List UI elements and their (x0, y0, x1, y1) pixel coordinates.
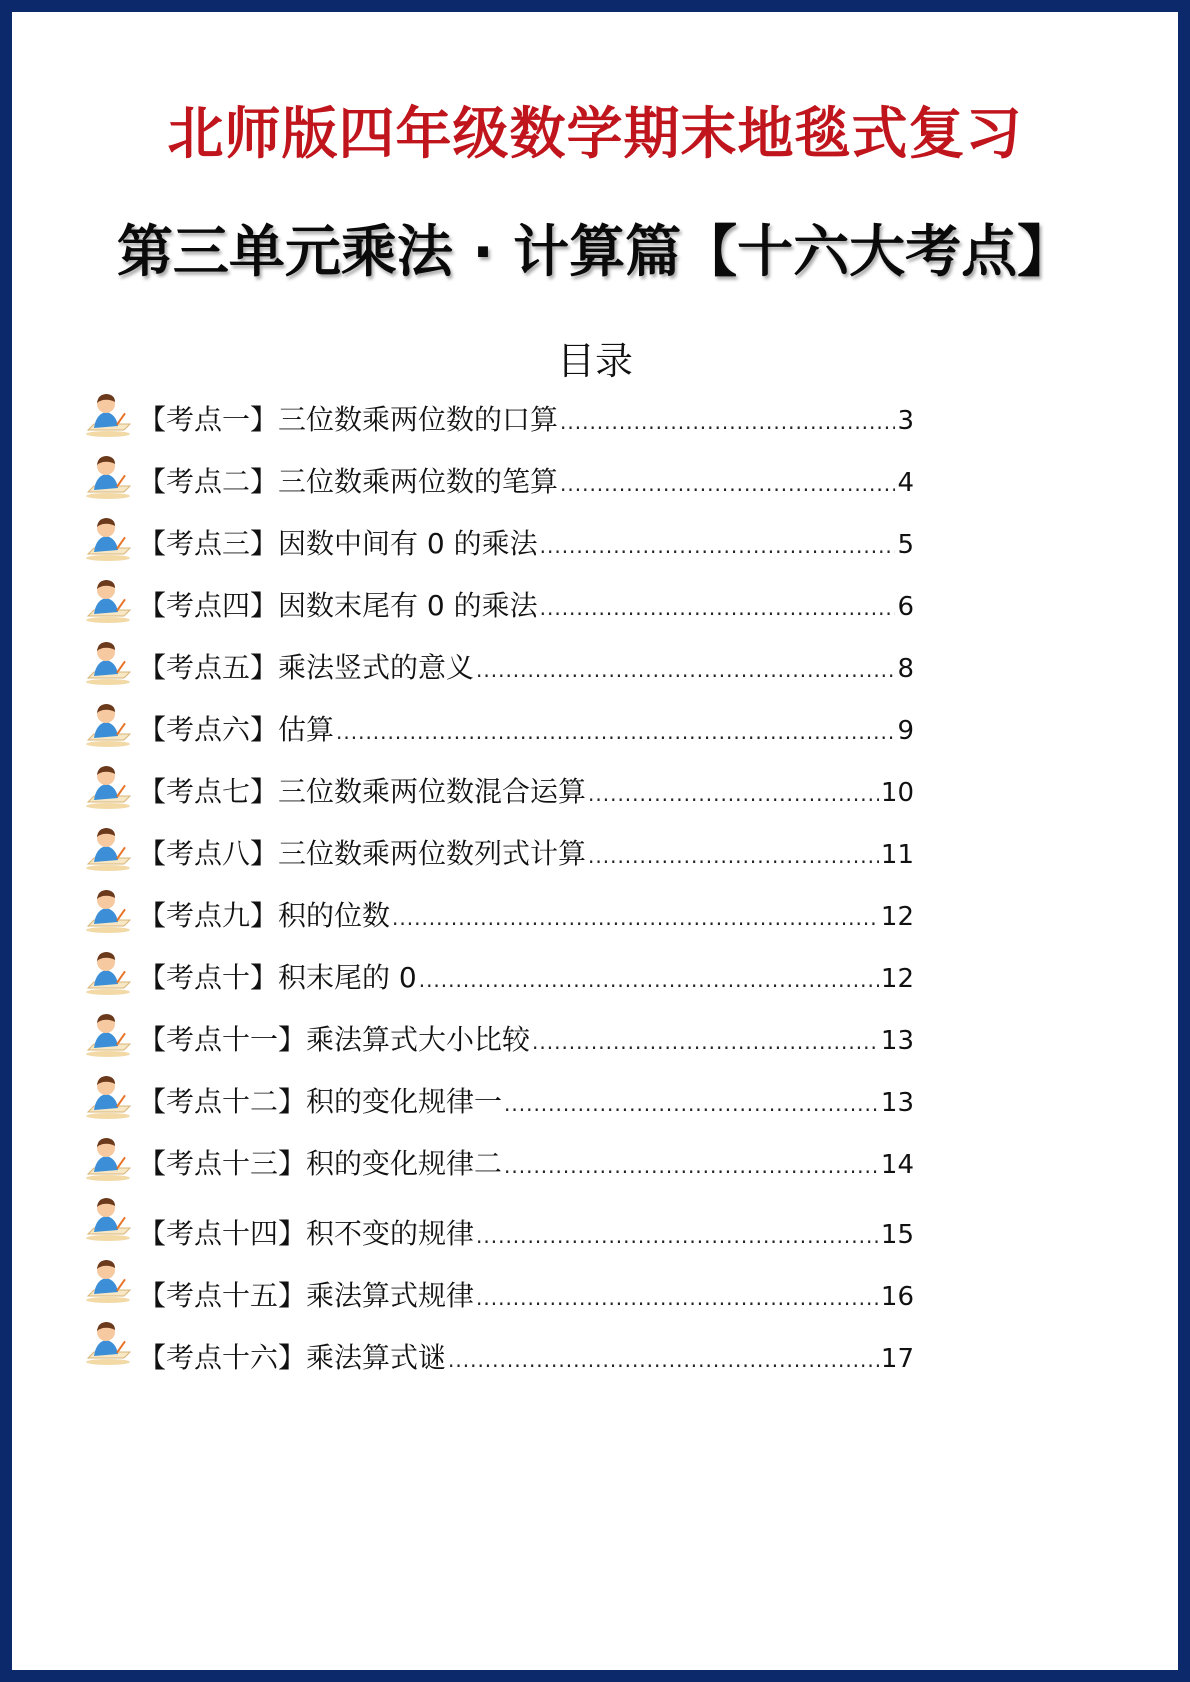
toc-leader-dots (336, 720, 895, 744)
toc-item[interactable] (74, 1072, 914, 1122)
toc-page-number: 13 (880, 1088, 914, 1118)
toc-label: 【考点七】三位数乘两位数混合运算 (138, 775, 587, 808)
student-writing-icon (84, 1010, 136, 1058)
toc-leader-dots (588, 782, 879, 806)
toc-label: 【考点九】积的位数 (138, 899, 391, 932)
toc-item[interactable] (74, 1266, 914, 1316)
toc-label: 【考点十四】积不变的规律 (138, 1217, 475, 1250)
toc-leader-dots (419, 968, 879, 992)
toc-leader-dots (476, 1224, 879, 1248)
toc-page-number: 9 (897, 716, 914, 746)
toc-page-number: 10 (880, 778, 914, 808)
toc-label: 【考点十五】乘法算式规律 (138, 1279, 475, 1312)
student-writing-icon (84, 638, 136, 686)
toc-item[interactable] (74, 638, 914, 688)
toc-leader-dots (560, 472, 895, 496)
toc-item[interactable] (74, 1204, 914, 1254)
student-writing-icon (84, 514, 136, 562)
student-writing-icon (84, 948, 136, 996)
toc-page-number: 14 (880, 1150, 914, 1180)
toc-page-number: 4 (897, 468, 914, 498)
toc-label: 【考点三】因数中间有 0 的乘法 (138, 527, 538, 560)
toc-label: 【考点一】三位数乘两位数的口算 (138, 403, 559, 436)
toc-leader-dots (540, 534, 896, 558)
toc-leader-dots (476, 658, 895, 682)
toc-label: 【考点十三】积的变化规律二 (138, 1147, 503, 1180)
student-writing-icon (84, 452, 136, 500)
toc-page-number: 3 (897, 406, 914, 436)
main-title: 北师版四年级数学期末地毯式复习 (167, 102, 1023, 167)
toc-page-number: 17 (880, 1344, 914, 1374)
toc-page-number: 12 (880, 902, 914, 932)
toc-item[interactable] (74, 1134, 914, 1184)
document-page (12, 12, 1178, 1670)
toc-item[interactable] (74, 1328, 914, 1378)
toc-item[interactable] (74, 576, 914, 626)
student-writing-icon (84, 576, 136, 624)
toc-label: 【考点四】因数末尾有 0 的乘法 (138, 589, 538, 622)
toc-label: 【考点十】积末尾的 0 (138, 961, 417, 994)
toc-page-number: 13 (880, 1026, 914, 1056)
student-writing-icon (84, 824, 136, 872)
student-writing-icon (84, 762, 136, 810)
toc-item[interactable] (74, 886, 914, 936)
toc-label: 【考点二】三位数乘两位数的笔算 (138, 465, 559, 498)
toc-page-number: 5 (897, 530, 914, 560)
toc-page-number: 8 (897, 654, 914, 684)
toc-label: 【考点五】乘法竖式的意义 (138, 651, 475, 684)
toc-page-number: 16 (880, 1282, 914, 1312)
student-writing-icon (84, 1318, 136, 1366)
toc-page-number: 11 (880, 840, 914, 870)
toc-leader-dots (540, 596, 896, 620)
toc-leader-dots (504, 1092, 879, 1116)
toc-item[interactable] (74, 762, 914, 812)
toc-label: 【考点八】三位数乘两位数列式计算 (138, 837, 587, 870)
student-writing-icon (84, 886, 136, 934)
toc-leader-dots (476, 1286, 879, 1310)
student-writing-icon (84, 1072, 136, 1120)
toc-label: 【考点十二】积的变化规律一 (138, 1085, 503, 1118)
toc-page-number: 12 (880, 964, 914, 994)
student-writing-icon (84, 1194, 136, 1242)
toc-label: 【考点六】估算 (138, 713, 335, 746)
toc-label: 【考点十一】乘法算式大小比较 (138, 1023, 531, 1056)
toc-item[interactable] (74, 1010, 914, 1060)
toc-leader-dots (560, 410, 895, 434)
toc-label: 【考点十六】乘法算式谜 (138, 1341, 447, 1374)
toc-page-number: 15 (880, 1220, 914, 1250)
toc-item[interactable] (74, 452, 914, 502)
sub-title: 第三单元乘法 · 计算篇【十六大考点】 (116, 220, 1074, 285)
toc-leader-dots (532, 1030, 879, 1054)
toc-leader-dots (392, 906, 879, 930)
toc-leader-dots (504, 1154, 879, 1178)
toc-heading: 目录 (556, 339, 633, 383)
student-writing-icon (84, 700, 136, 748)
toc-item[interactable] (74, 948, 914, 998)
toc-page-number: 6 (897, 592, 914, 622)
toc-item[interactable] (74, 390, 914, 440)
toc-item[interactable] (74, 824, 914, 874)
toc-leader-dots (448, 1348, 879, 1372)
toc-leader-dots (588, 844, 879, 868)
student-writing-icon (84, 390, 136, 438)
student-writing-icon (84, 1256, 136, 1304)
student-writing-icon (84, 1134, 136, 1182)
toc-item[interactable] (74, 700, 914, 750)
toc-item[interactable] (74, 514, 914, 564)
